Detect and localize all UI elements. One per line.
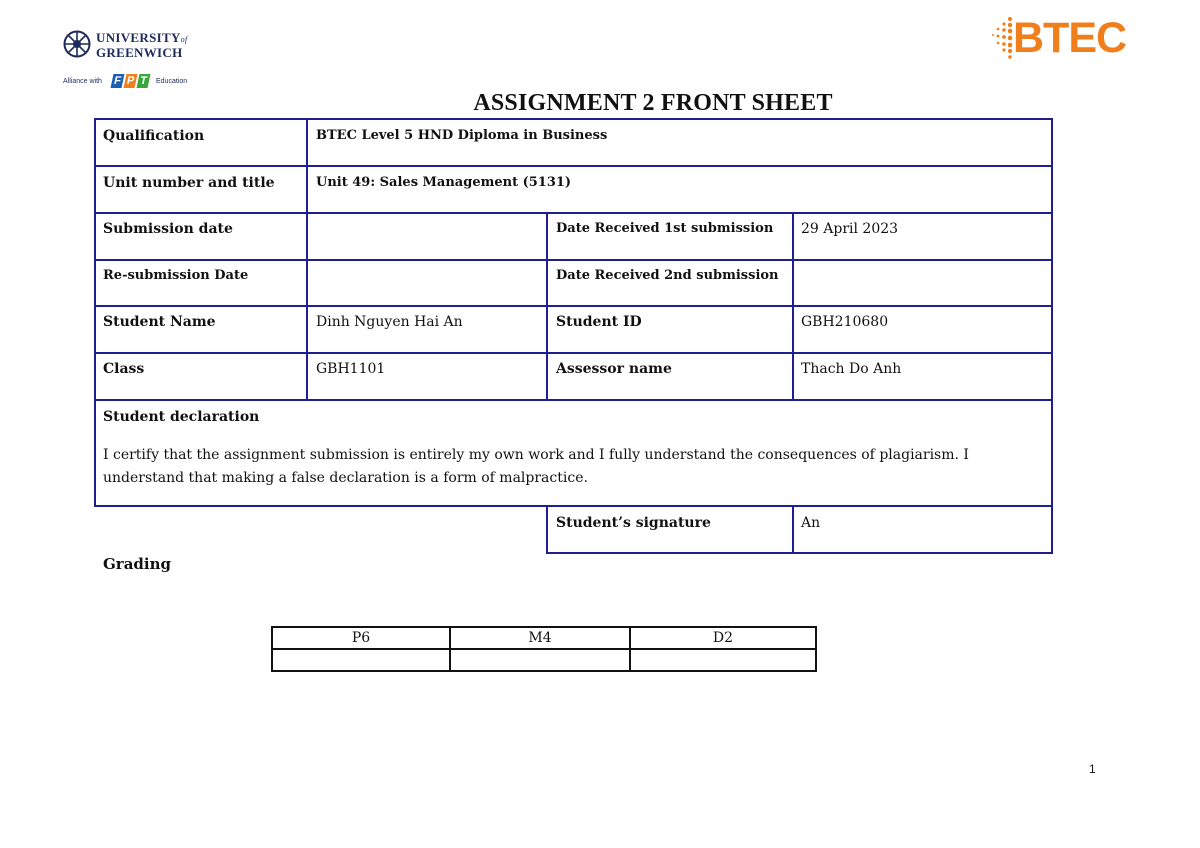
greenwich-wordmark: UNIVERSITYof GREENWICH xyxy=(96,30,188,60)
signature-label: Student’s signature xyxy=(556,515,711,531)
grade-value-m4 xyxy=(450,649,630,671)
grade-value-d2 xyxy=(630,649,816,671)
grade-header-d2: D2 xyxy=(630,627,816,649)
grading-header-row xyxy=(272,627,816,649)
unit-label: Unit number and title xyxy=(103,175,275,191)
received-1st-value: 29 April 2023 xyxy=(801,221,899,237)
declaration-text: I certify that the assignment submission is entirely my own work and I fully understand the consequences of plagiarism. I understand that making a false declaration is a form of malpractice. xyxy=(103,447,969,486)
alliance-fpt-logo: Alliance with F P T Education xyxy=(63,75,188,87)
signature-value: An xyxy=(801,515,821,531)
qualification-label: Qualification xyxy=(103,128,205,144)
btec-wordmark: BTEC xyxy=(1013,14,1127,62)
student-name-value: Dinh Nguyen Hai An xyxy=(316,314,463,330)
declaration-heading: Student declaration xyxy=(103,409,260,425)
grade-header-m4: M4 xyxy=(450,627,630,649)
student-name-label: Student Name xyxy=(103,314,216,330)
grading-value-row xyxy=(272,649,816,671)
unit-value: Unit 49: Sales Management (5131) xyxy=(316,175,572,190)
class-value: GBH1101 xyxy=(316,361,386,377)
grading-label: Grading xyxy=(103,555,172,573)
qualification-value: BTEC Level 5 HND Diploma in Business xyxy=(316,128,608,143)
resubmission-label: Re-submission Date xyxy=(103,268,249,283)
received-2nd-label: Date Received 2nd submission xyxy=(556,268,779,283)
student-id-label: Student ID xyxy=(556,314,642,330)
page-number: 1 xyxy=(1089,762,1096,776)
assessor-label: Assessor name xyxy=(556,361,672,377)
university-of-greenwich-logo xyxy=(63,30,193,60)
grade-value-p6 xyxy=(272,649,450,671)
greenwich-crest-icon xyxy=(63,30,91,58)
assessor-value: Thach Do Anh xyxy=(801,361,902,377)
grading-table xyxy=(271,626,817,672)
received-1st-label: Date Received 1st submission xyxy=(556,221,774,236)
page-title: ASSIGNMENT 2 FRONT SHEET xyxy=(473,90,833,116)
student-id-value: GBH210680 xyxy=(801,314,889,330)
grade-header-p6: P6 xyxy=(272,627,450,649)
submission-date-label: Submission date xyxy=(103,221,233,237)
class-label: Class xyxy=(103,361,145,377)
btec-logo xyxy=(990,12,1140,64)
btec-dots-icon xyxy=(990,16,1014,60)
